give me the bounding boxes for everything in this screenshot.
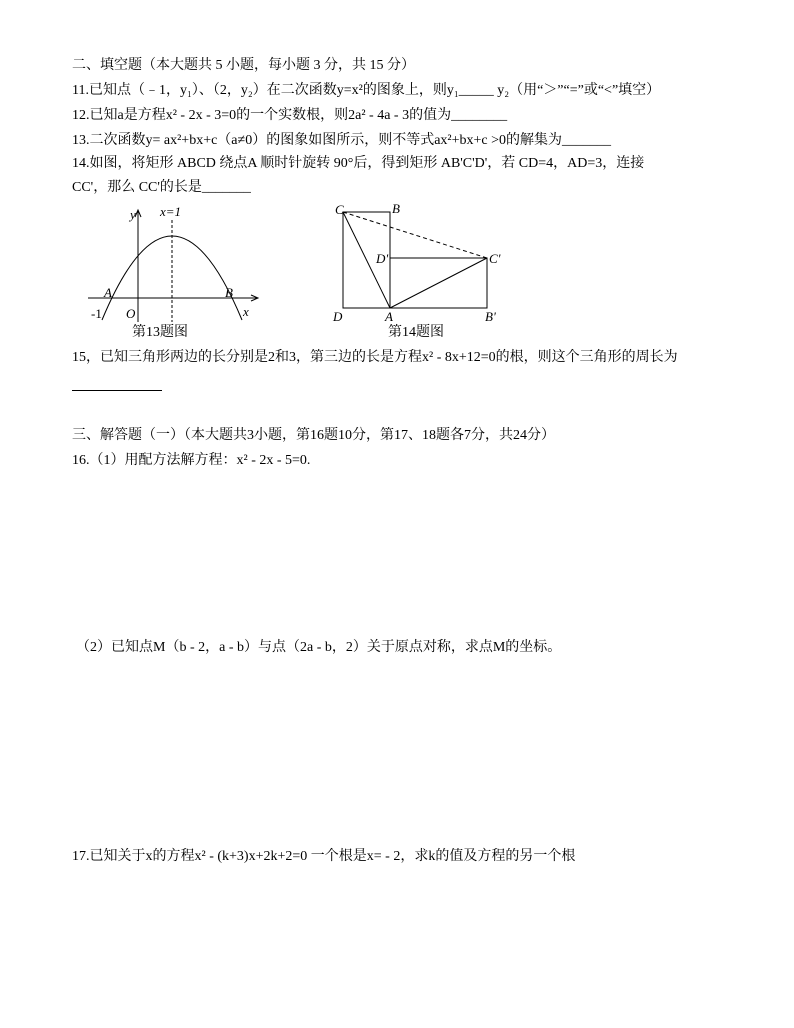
y-axis-label: y <box>130 207 136 222</box>
question-12: 12.已知a是方程x² - 2x - 3=0的一个实数根，则2a² - 4a - 3的值为________ <box>72 108 508 123</box>
question-14-line-1: 14.如图，将矩形 ABCD 绕点A 顺时针旋转 90°后，得到矩形 AB'C'D'，若 CD=4，AD=3，连接 <box>72 156 645 171</box>
point-d-prime-label: D' <box>376 251 389 266</box>
question-11: 11.已知点（﹣1，y₁）、（2，y₂）在二次函数y=x²的图象上，则y₁_____ y₂（用“＞”“=”或“<”填空） <box>72 83 661 98</box>
question-17: 17.已知关于x的方程x² - (k+3)x+2k+2=0 一个根是x= - 2，求k的值及方程的另一个根 <box>72 849 576 864</box>
question-15: 15，已知三角形两边的长分别是2和3，第三边的长是方程x² - 8x+12=0的根，则这个三角形的周长为 <box>72 350 678 365</box>
point-b-label: B <box>225 285 233 300</box>
point-a-label: A <box>104 285 112 300</box>
origin-label: O <box>126 306 136 321</box>
axis-of-symmetry-label: x=1 <box>160 204 182 219</box>
question-16-part-1: 16.（1）用配方法解方程：x² - 2x - 5=0. <box>72 453 311 468</box>
point-d-label: D <box>333 309 343 324</box>
point-c-label: C <box>335 202 344 217</box>
figure-13-parabola-graph <box>84 200 264 324</box>
segment-cc-prime-dashed <box>343 212 487 258</box>
figure-13-caption: 第13题图 <box>132 325 188 340</box>
question-14-line-2: CC'，那么 CC'的长是_______ <box>72 180 251 195</box>
figure-14-rectangle-rotation <box>325 200 515 325</box>
question-15-answer-blank <box>72 380 162 391</box>
segment-ac-prime <box>390 258 487 308</box>
figure-14-caption: 第14题图 <box>388 325 444 340</box>
section-3-heading: 三、解答题（一）（本大题共3小题，第16题10分，第17、18题各7分，共24分） <box>72 428 555 443</box>
minus-one-label: -1 <box>91 306 102 321</box>
question-16-part-2: （2）已知点M（b - 2，a - b）与点（2a - b，2）关于原点对称，求点M的坐标。 <box>76 640 562 655</box>
section-2-heading: 二、填空题（本大题共 5 小题，每小题 3 分，共 15 分） <box>72 58 415 73</box>
point-b-prime-label: B' <box>485 309 496 324</box>
point-c-prime-label: C' <box>489 251 501 266</box>
point-b-label: B <box>392 201 400 216</box>
point-a-label: A <box>385 309 393 324</box>
question-13: 13.二次函数y= ax²+bx+c（a≠0）的图象如图所示，则不等式ax²+bx+c >0的解集为_______ <box>72 133 612 148</box>
x-axis-label: x <box>243 304 249 319</box>
